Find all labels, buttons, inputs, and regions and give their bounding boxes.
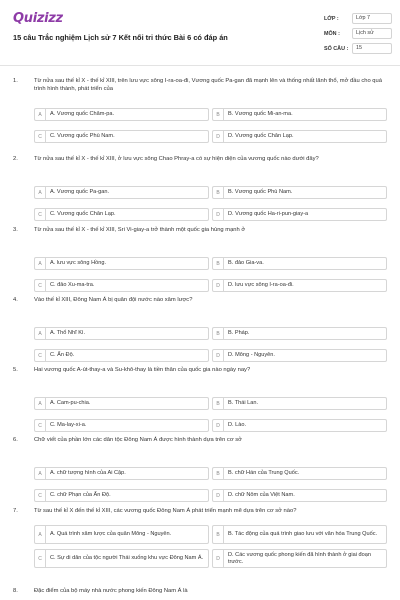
option-letter: D [213, 350, 224, 361]
option-text: B. Vương quốc Phù Nam. [228, 189, 293, 195]
option-text: C. chữ Phạn của Ấn Độ. [50, 492, 111, 498]
option-text: C. Sự di dân của tộc người Thái xuống khu vực Đông Nam Á. [50, 555, 204, 561]
question-number: 4. [13, 297, 18, 303]
question-text: Từ nửa sau thế kỉ X - thế kỉ XIII, ở lưu vực sông Chao Phray-a có sự hiện diện của vương quốc nào dưới đây? [34, 156, 319, 162]
option-letter: C [35, 350, 46, 361]
option-letter: D [213, 131, 224, 142]
option-text: A. Vương quốc Chăm-pa. [50, 111, 115, 117]
option-letter: A [35, 398, 46, 409]
option-text: D. lưu vực sông I-ra-oa-đi. [228, 282, 294, 288]
option-text: C. Vương quốc Phù Nam. [50, 133, 115, 139]
question-number: 8. [13, 588, 18, 594]
question-text: Từ nửa sau thế kỉ X - thế kỉ XIII, trên lưu vực sông I-ra-oa-đi, Vương quốc Pa-gan đã mạnh lên và thống nhất lãnh thổ, mở đầu cho quá trình hình thành, phát triển của [34, 78, 382, 92]
option-letter: A [35, 526, 46, 543]
option-letter: B [213, 109, 224, 120]
option-text: D. Các vương quốc phong kiến đã hình thành ở giai đoạn trước. [228, 551, 371, 565]
meta-row-subject [324, 26, 392, 41]
option-letter: B [213, 258, 224, 269]
meta-label: SỐ CÂU : [324, 45, 349, 52]
answer-option-c[interactable] [34, 419, 209, 432]
option-letter: A [35, 258, 46, 269]
option-letter: B [213, 187, 224, 198]
answer-option-d[interactable] [212, 419, 387, 432]
question-text: Vào thế kỉ XIII, Đông Nam Á bị quân đội nước nào xâm lược? [34, 297, 193, 303]
answer-option-b[interactable] [212, 108, 387, 121]
option-text: D. chữ Nôm của Việt Nam. [228, 492, 295, 498]
answer-option-c[interactable] [34, 130, 209, 143]
option-text: B. Tác động của quá trình giao lưu với văn hóa Trung Quốc. [228, 531, 378, 537]
answer-option-d[interactable] [212, 349, 387, 362]
question-number: 3. [13, 227, 18, 233]
worksheet-meta [324, 11, 392, 56]
answer-option-d[interactable] [212, 489, 387, 502]
answer-option-a[interactable] [34, 467, 209, 480]
answer-option-d[interactable] [212, 549, 387, 568]
option-letter: C [35, 550, 46, 567]
option-text: B. Vương quốc Mi-an-ma. [228, 111, 293, 117]
option-letter: C [35, 420, 46, 431]
option-text: D. Lào. [228, 422, 247, 428]
option-text: A. Cam-pu-chia. [50, 400, 91, 406]
option-letter: A [35, 109, 46, 120]
answer-option-c[interactable] [34, 349, 209, 362]
question-text: Đặc điểm của bộ máy nhà nước phong kiến Đông Nam Á là [34, 588, 188, 594]
option-letter: B [213, 526, 224, 543]
answer-option-c[interactable] [34, 489, 209, 502]
worksheet-header [0, 0, 400, 66]
answer-option-d[interactable] [212, 130, 387, 143]
answer-option-a[interactable] [34, 327, 209, 340]
answer-option-b[interactable] [212, 467, 387, 480]
meta-row-class [324, 11, 392, 26]
meta-row-count [324, 41, 392, 56]
option-text: C. đảo Xu-ma-tra. [50, 282, 95, 288]
option-text: C. Vương quốc Chân Lạp. [50, 211, 116, 217]
option-text: A. Thổ Nhĩ Kì. [50, 330, 86, 336]
option-text: A. chữ tượng hình của Ai Cập. [50, 470, 126, 476]
option-text: D. Vương quốc Chân Lạp. [228, 133, 294, 139]
option-letter: D [213, 420, 224, 431]
question-text: Chữ viết của phần lớn các dân tộc Đông Nam Á được hình thành dựa trên cơ sở [34, 437, 242, 443]
option-letter: D [213, 550, 224, 567]
answer-option-c[interactable] [34, 208, 209, 221]
option-text: D. Mông - Nguyên. [228, 352, 275, 358]
option-letter: C [35, 490, 46, 501]
question-number: 1. [13, 78, 18, 84]
answer-option-b[interactable] [212, 186, 387, 199]
answer-option-a[interactable] [34, 186, 209, 199]
answer-option-c[interactable] [34, 279, 209, 292]
option-letter: D [213, 490, 224, 501]
option-letter: C [35, 131, 46, 142]
meta-value: Lịch sử [352, 28, 392, 39]
answer-option-a[interactable] [34, 257, 209, 270]
option-text: B. chữ Hán của Trung Quốc. [228, 470, 300, 476]
option-text: C. Ma-lay-xi-a. [50, 422, 87, 428]
option-letter: B [213, 328, 224, 339]
page-title: 15 câu Trắc nghiệm Lịch sử 7 Kết nối tri thức Bài 6 có đáp án [13, 33, 228, 42]
question-text: Từ sau thế kỉ X đến thế kỉ XIII, các vương quốc Đông Nam Á phát triển mạnh mẽ dựa trên cơ sở nào? [34, 508, 297, 514]
option-text: B. đảo Gia-va. [228, 260, 264, 266]
option-letter: A [35, 328, 46, 339]
question-number: 7. [13, 508, 18, 514]
option-text: D. Vương quốc Ha-ri-pun-giay-a [228, 211, 309, 217]
question-text: Hai vương quốc A-út-thay-a và Su-khô-thay là tiền thân của quốc gia nào ngày nay? [34, 367, 251, 373]
option-letter: B [213, 468, 224, 479]
option-text: A. Vương quốc Pa-gan. [50, 189, 110, 195]
answer-option-c[interactable] [34, 549, 209, 568]
meta-label: LỚP : [324, 15, 339, 22]
option-text: C. Ấn Độ. [50, 352, 75, 358]
question-number: 2. [13, 156, 18, 162]
question-number: 6. [13, 437, 18, 443]
option-letter: A [35, 187, 46, 198]
answer-option-b[interactable] [212, 257, 387, 270]
question-number: 5. [13, 367, 18, 373]
option-letter: A [35, 468, 46, 479]
question-text: Từ nửa sau thế kỉ X - thế kỉ XIII, Sri Vi-giay-a trở thành một quốc gia hùng mạnh ở [34, 227, 246, 233]
option-letter: D [213, 209, 224, 220]
option-letter: C [35, 280, 46, 291]
option-text: A. Quá trình xâm lược của quân Mông - Nguyên. [50, 531, 172, 537]
option-text: A. lưu vực sông Hồng. [50, 260, 106, 266]
meta-value: 15 [352, 43, 392, 54]
meta-value: Lớp 7 [352, 13, 392, 24]
answer-option-b[interactable] [212, 327, 387, 340]
option-letter: D [213, 280, 224, 291]
answer-option-a[interactable] [34, 525, 209, 544]
option-text: B. Thái Lan. [228, 400, 259, 406]
answer-option-a[interactable] [34, 397, 209, 410]
answer-option-d[interactable] [212, 208, 387, 221]
answer-option-b[interactable] [212, 525, 387, 544]
answer-option-a[interactable] [34, 108, 209, 121]
option-text: B. Pháp. [228, 330, 250, 336]
quizizz-logo[interactable]: Quizizz [13, 11, 63, 26]
answer-option-d[interactable] [212, 279, 387, 292]
option-letter: B [213, 398, 224, 409]
option-letter: C [35, 209, 46, 220]
answer-option-b[interactable] [212, 397, 387, 410]
meta-label: MÔN : [324, 30, 340, 37]
